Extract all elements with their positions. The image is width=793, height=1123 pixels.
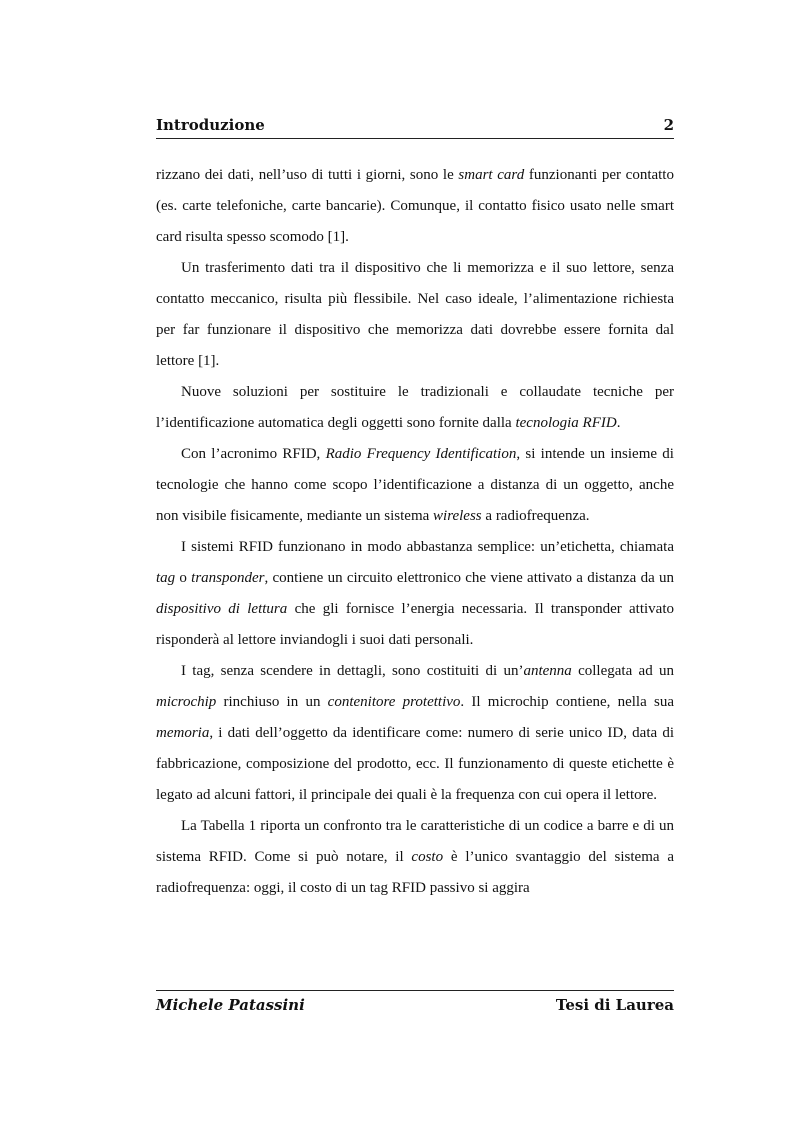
italic-term: Radio Frequency Identification bbox=[325, 446, 517, 462]
text-run: collegata ad un bbox=[571, 663, 674, 679]
italic-term: tecnologia RFID bbox=[515, 415, 617, 431]
text-run: funzionanti per contatto (es. carte telefoniche, carte bancarie). Comunque, il contatto fisico usato nelle smart card risulta spesso scomodo [1]. bbox=[156, 167, 674, 245]
text-run: rizzano dei dati, nell’uso di tutti i giorni, sono le bbox=[156, 167, 459, 183]
page-number: 2 bbox=[663, 116, 674, 134]
paragraph bbox=[156, 377, 674, 439]
thesis-label: Tesi di Laurea bbox=[555, 996, 674, 1014]
text-run: , contiene un circuito elettronico che viene attivato a distanza da un bbox=[264, 570, 674, 586]
paragraph bbox=[156, 532, 674, 656]
italic-term: contenitore protettivo bbox=[327, 694, 461, 710]
text-run: La Tabella 1 riporta un confronto tra le caratteristiche di un codice a barre e di un sistema RFID. Come si può notare, il bbox=[156, 818, 674, 865]
text-run: che gli fornisce l’energia necessaria. Il transponder attivato risponderà al lettore inviandogli i suoi dati personali. bbox=[156, 601, 675, 648]
italic-term: tag bbox=[156, 570, 176, 586]
paragraph bbox=[156, 160, 674, 253]
body-text bbox=[156, 160, 674, 904]
text-run: Nuove soluzioni per sostituire le tradizionali e collaudate tecniche per l’identificazione automatica degli oggetti sono fornite dalla bbox=[156, 384, 674, 431]
author-name: Michele Patassini bbox=[156, 996, 305, 1014]
italic-term: wireless bbox=[433, 508, 482, 524]
text-run: è l’unico svantaggio del sistema a radiofrequenza: oggi, il costo di un tag RFID passivo si aggira bbox=[156, 849, 674, 896]
text-run: , i dati dell’oggetto da identificare come: numero di serie unico ID, data di fabbricazione, composizione del prodotto, ecc. Il funzionamento di queste etichette è legato ad alcuni fattori, il principale dei quali è la frequenza con cui opera il lettore. bbox=[156, 725, 674, 803]
italic-term: antenna bbox=[523, 663, 572, 679]
page-footer bbox=[156, 990, 674, 1019]
text-run: Con l’acronimo RFID, bbox=[181, 446, 326, 462]
italic-term: costo bbox=[411, 849, 444, 865]
italic-term: smart card bbox=[458, 167, 525, 183]
paragraph bbox=[156, 439, 674, 532]
text-run: o bbox=[175, 570, 192, 586]
text-run: I sistemi RFID funzionano in modo abbastanza semplice: un’etichetta, chiamata bbox=[181, 539, 674, 555]
italic-term: memoria bbox=[156, 725, 210, 741]
text-run: . Il microchip contiene, nella sua bbox=[460, 694, 674, 710]
text-run: I tag, senza scendere in dettagli, sono costituiti di un’ bbox=[181, 663, 524, 679]
italic-term: dispositivo di lettura bbox=[156, 601, 288, 617]
paragraph bbox=[156, 656, 674, 811]
running-title: Introduzione bbox=[156, 116, 265, 134]
text-run: . bbox=[616, 415, 621, 431]
text-run: Un trasferimento dati tra il dispositivo che li memorizza e il suo lettore, senza contatto meccanico, risulta più flessibile. Nel caso ideale, l’alimentazione richiesta per far funzionare il dispositivo che memorizza dati dovrebbe essere fornita dal lettore [1]. bbox=[156, 260, 674, 369]
page-header bbox=[156, 116, 674, 139]
italic-term: transponder bbox=[191, 570, 265, 586]
italic-term: microchip bbox=[156, 694, 217, 710]
text-run: a radiofrequenza. bbox=[481, 508, 590, 524]
text-run: rinchiuso in un bbox=[216, 694, 328, 710]
paragraph bbox=[156, 253, 674, 377]
paragraph bbox=[156, 811, 674, 904]
text-run: , si intende un insieme di tecnologie che hanno come scopo l’identificazione a distanza di un oggetto, anche non visibile fisicamente, mediante un sistema bbox=[156, 446, 674, 524]
